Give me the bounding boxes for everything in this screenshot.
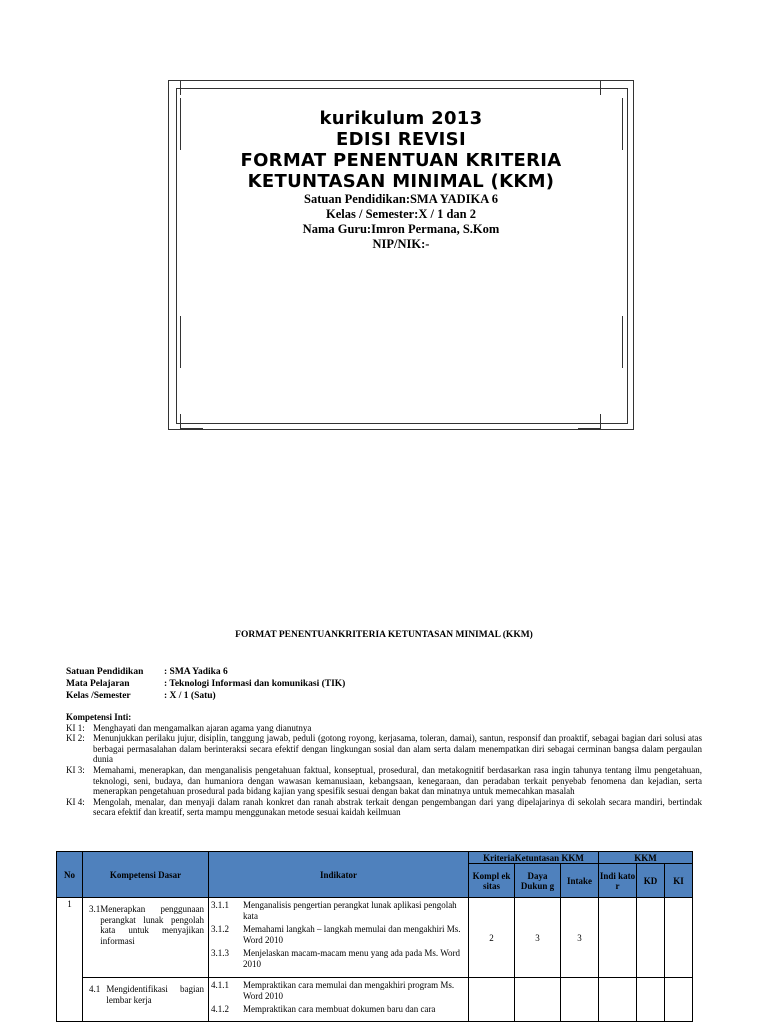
ki-item [66, 765, 702, 797]
document-title: FORMAT PENENTUANKRITERIA KETUNTASAN MINIMAL (KKM) [235, 630, 533, 640]
indikator-text: Menjelaskan macam-macam menu yang ada pada Ms. Word 2010 [243, 948, 461, 969]
indikator-item [211, 924, 466, 945]
indikator-text: Mempraktikan cara membuat dokumen baru dan cara [243, 1004, 436, 1014]
kkm-kd-value [637, 898, 665, 978]
intake-value [561, 978, 599, 1022]
header-kkm-kd: KD [637, 864, 665, 898]
kd-cell [83, 898, 209, 978]
ki-item [66, 733, 702, 765]
header-daya-dukung: Daya Dukun g [515, 864, 561, 898]
info-label: Kelas /Semester [66, 691, 131, 701]
indikator-text: Menganalisis pengertian perangkat lunak aplikasi pengolah kata [243, 900, 457, 921]
header-intake: Intake [561, 864, 599, 898]
indikator-number: 3.1.1 [211, 900, 229, 910]
indikator-number: 3.1.2 [211, 924, 229, 934]
info-row [66, 666, 345, 678]
header-kriteria: KriteriaKetuntasan KKM [469, 852, 599, 864]
kd-number: 3.1 [89, 904, 101, 914]
indikator-cell [209, 978, 469, 1022]
ki-text: Menghayati dan mengamalkan ajaran agama yang dianutnya [93, 722, 312, 733]
indikator-item [211, 980, 466, 1001]
indikator-item [211, 1004, 466, 1015]
header-kkm-ki: KI [665, 864, 693, 898]
ki-label: KI 2: [66, 733, 85, 744]
frame-corner [180, 414, 203, 429]
header-indikator: Indikator [209, 852, 469, 898]
kkm-table [56, 851, 693, 1022]
table-row [57, 898, 693, 978]
header-kompleksitas: Kompl ek sitas [469, 864, 515, 898]
info-label: Mata Pelajaran [66, 679, 130, 689]
row-no: 1 [57, 898, 83, 1022]
frame-tick [622, 316, 623, 368]
info-row [66, 690, 345, 702]
kd-entry [89, 984, 204, 1005]
table-row [57, 978, 693, 1022]
cover-teacher: Nama Guru:Imron Permana, S.Kom [302, 222, 500, 236]
kkm-kd-value [637, 978, 665, 1022]
header-kompetensi-dasar: Kompetensi Dasar [83, 852, 209, 898]
indikator-number: 4.1.1 [211, 980, 229, 990]
indikator-item [211, 948, 466, 969]
kompetensi-inti [66, 712, 702, 818]
header-kkm-indikator: Indi kato r [599, 864, 637, 898]
kd-cell [83, 978, 209, 1022]
ki-text: Memahami, menerapkan, dan menganalisis pengetahuan faktual, konseptual, prosedural, dan metakognitif berdasarkan rasa ingin tahunya tentang ilmu pengetahuan, teknologi, seni, budaya, dan humaniora dengan wawasan kemanusiaan, kebangsaan, kenegaraan, dan peradaban terkait penyebab fenomena dan kejadian, serta menerapkan pengetahuan prosedural pada bidang kajian yang spesifik sesuai dengan bakat dan minatnya untuk memecahkan masalah [93, 764, 702, 797]
indikator-text: Mempraktikan cara memulai dan mengakhiri program Ms. Word 2010 [243, 980, 455, 1001]
kd-number: 4.1 [89, 984, 101, 994]
cover-title-line2: KETUNTASAN MINIMAL (KKM) [247, 171, 555, 192]
cover-school: Satuan Pendidikan:SMA YADIKA 6 [304, 192, 498, 206]
cover-class: Kelas / Semester:X / 1 dan 2 [326, 207, 476, 221]
indikator-number: 4.1.2 [211, 1004, 229, 1014]
kkm-indikator-value [599, 898, 637, 978]
info-value: : SMA Yadika 6 [164, 667, 228, 677]
kd-text: Mengidentifikasi bagian lembar kerja [106, 984, 204, 1005]
kompleksitas-value: 2 [469, 898, 515, 978]
frame-corner [578, 80, 601, 95]
ki-label: KI 1: [66, 722, 85, 733]
info-block [66, 666, 345, 702]
indikator-item [211, 900, 466, 921]
cover-title-block [176, 108, 626, 252]
indikator-number: 3.1.3 [211, 948, 229, 958]
info-row [66, 678, 345, 690]
kd-text: Menerapkan penggunaan perangkat lunak pengolah kata untuk menyajikan informasi [100, 904, 204, 946]
kkm-indikator-value [599, 978, 637, 1022]
kkm-ki-value [665, 898, 693, 978]
ki-label: KI 3: [66, 764, 85, 775]
indikator-list [209, 978, 468, 1015]
daya-dukung-value: 3 [515, 898, 561, 978]
frame-corner [180, 80, 203, 95]
ki-item [66, 797, 702, 818]
info-value: : X / 1 (Satu) [164, 691, 216, 701]
kkm-ki-value [665, 978, 693, 1022]
header-kkm: KKM [599, 852, 693, 864]
kd-entry [89, 904, 204, 946]
indikator-text: Memahami langkah – langkah memulai dan mengakhiri Ms. Word 2010 [243, 924, 461, 945]
ki-text: Mengolah, menalar, dan menyaji dalam ranah konkret dan ranah abstrak terkait dengan pengembangan dari yang dipelajarinya di sekolah secara mandiri, bertindak secara efektif dan kreatif, serta mampu menggunakan metode sesuai kaidah keilmuan [93, 796, 702, 818]
ki-text: Menunjukkan perilaku jujur, disiplin, tanggung jawab, peduli (gotong royong, kerjasama, toleran, damai), santun, responsif dan proaktif, sebagai bagian dari solusi atas berbagai permasalahan dalam berinteraksi secara efektif dengan lingkungan sosial dan alam serta dalam menempatkan diri sebagai cerminan bangsa dalam pergaulan dunia [93, 733, 702, 765]
frame-tick [180, 316, 181, 368]
info-value: : Teknologi Informasi dan komunikasi (TIK) [164, 679, 346, 689]
frame-corner [578, 414, 601, 429]
cover-nip: NIP/NIK:- [372, 237, 430, 251]
header-no: No [57, 852, 83, 898]
indikator-cell [209, 898, 469, 978]
ki-label: KI 4: [66, 796, 85, 807]
intake-value: 3 [561, 898, 599, 978]
ki-heading: Kompetensi Inti: [66, 712, 132, 722]
cover-curriculum: kurikulum 2013 [319, 108, 483, 129]
info-label: Satuan Pendidikan [66, 667, 144, 677]
daya-dukung-value [515, 978, 561, 1022]
cover-edition: EDISI REVISI [336, 129, 466, 150]
ki-item [66, 723, 702, 734]
indikator-list [209, 898, 468, 969]
cover-title-line1: FORMAT PENENTUAN KRITERIA [240, 150, 562, 171]
kompleksitas-value [469, 978, 515, 1022]
